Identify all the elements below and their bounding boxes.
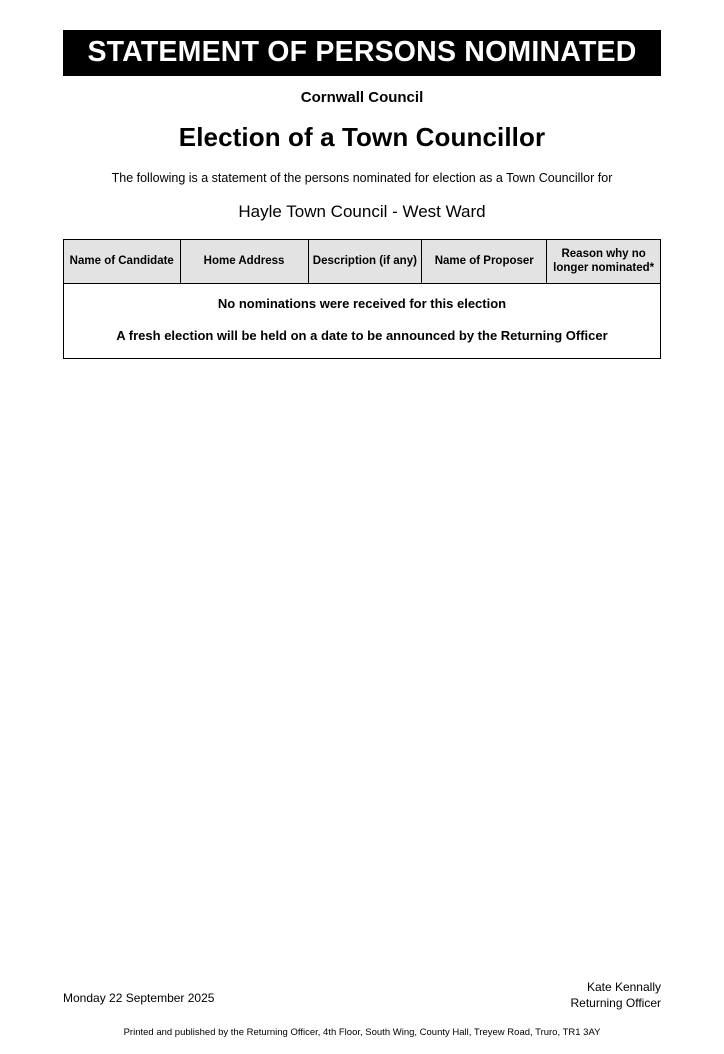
footer-print-line: Printed and published by the Returning Officer, 4th Floor, South Wing, County Hall, Treyew Road, Truro, TR1 3AY bbox=[123, 1027, 601, 1038]
ward-name: Hayle Town Council - West Ward bbox=[238, 202, 486, 222]
column-header-reason-no-longer-nominated: Reason why no longer nominated* bbox=[547, 240, 661, 283]
column-header-home-address: Home Address bbox=[180, 240, 308, 283]
notice-line-no-nominations: No nominations were received for this election bbox=[217, 295, 507, 311]
nominations-table bbox=[63, 239, 661, 358]
election-title: Election of a Town Councillor bbox=[178, 122, 546, 153]
intro-text: The following is a statement of the persons nominated for election as a Town Councillor for bbox=[111, 171, 613, 186]
page-footer bbox=[63, 979, 661, 1054]
page-title-banner: STATEMENT OF PERSONS NOMINATED bbox=[63, 30, 661, 76]
table-header-row bbox=[64, 240, 661, 283]
notice-line-fresh-election: A fresh election will be held on a date to be announced by the Returning Officer bbox=[116, 328, 608, 344]
table-row bbox=[64, 283, 661, 358]
returning-officer-name: Kate Kennally bbox=[586, 979, 661, 994]
returning-officer-title: Returning Officer bbox=[570, 995, 661, 1010]
no-nominations-cell bbox=[64, 283, 661, 358]
column-header-name-of-proposer: Name of Proposer bbox=[422, 240, 547, 283]
footer-officer bbox=[571, 979, 662, 1011]
column-header-name-of-candidate: Name of Candidate bbox=[64, 240, 181, 283]
column-header-description: Description (if any) bbox=[308, 240, 422, 283]
document-page bbox=[0, 30, 724, 1054]
footer-date: Monday 22 September 2025 bbox=[63, 990, 215, 1005]
council-name: Cornwall Council bbox=[300, 89, 424, 107]
